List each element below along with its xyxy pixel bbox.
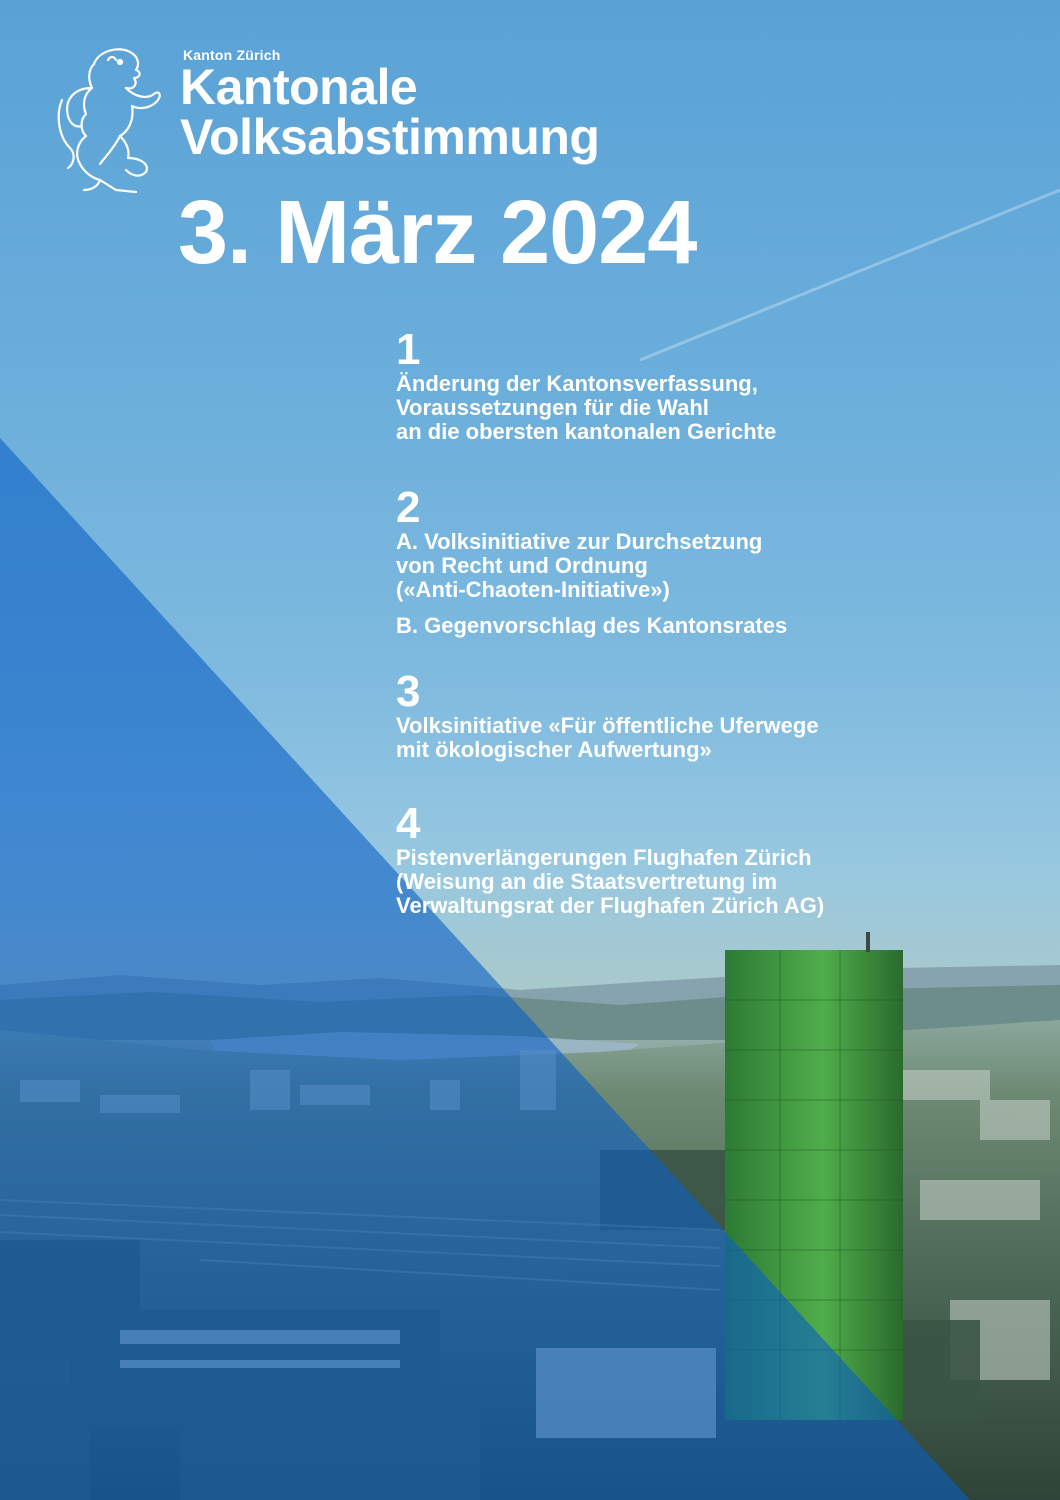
title-line-2: Volksabstimmung — [180, 109, 600, 165]
ballot-item-text: Änderung der Kantonsverfassung, — [396, 371, 758, 396]
ballot-item-4 — [396, 799, 996, 918]
publisher-label: Kanton Zürich — [183, 47, 281, 63]
ballot-item-2 — [396, 483, 996, 638]
ballot-item-text: von Recht und Ordnung — [396, 553, 648, 578]
ballot-item-number: 3 — [396, 667, 421, 716]
ballot-item-text: an die obersten kantonalen Gerichte — [396, 419, 777, 444]
ballot-item-number: 2 — [396, 483, 421, 532]
ballot-item-text: A. Volksinitiative zur Durchsetzung — [396, 529, 763, 554]
ballot-item-text: («Anti-Chaoten-Initiative») — [396, 577, 670, 602]
ballot-item-text: Volksinitiative «Für öffentliche Uferwege — [396, 713, 819, 738]
vote-date: 3. März 2024 — [178, 183, 697, 283]
ballot-item-text: Voraussetzungen für die Wahl — [396, 395, 709, 420]
ballot-item-text: Verwaltungsrat der Flughafen Zürich AG) — [396, 893, 825, 918]
ballot-item-text: mit ökologischer Aufwertung» — [396, 737, 712, 762]
page-title — [180, 59, 600, 165]
ballot-item-1 — [396, 325, 996, 444]
ballot-item-text: Pistenverlängerungen Flughafen Zürich — [396, 845, 812, 870]
title-line-1: Kantonale — [180, 59, 418, 115]
ballot-item-3 — [396, 667, 996, 762]
ballot-item-number: 1 — [396, 325, 421, 374]
ballot-item-number: 4 — [396, 799, 421, 848]
zurich-lion-icon — [54, 44, 170, 204]
ballot-item-text: (Weisung an die Staatsvertretung im — [396, 869, 778, 894]
ballot-item-subtext: B. Gegenvorschlag des Kantonsrates — [396, 613, 788, 638]
